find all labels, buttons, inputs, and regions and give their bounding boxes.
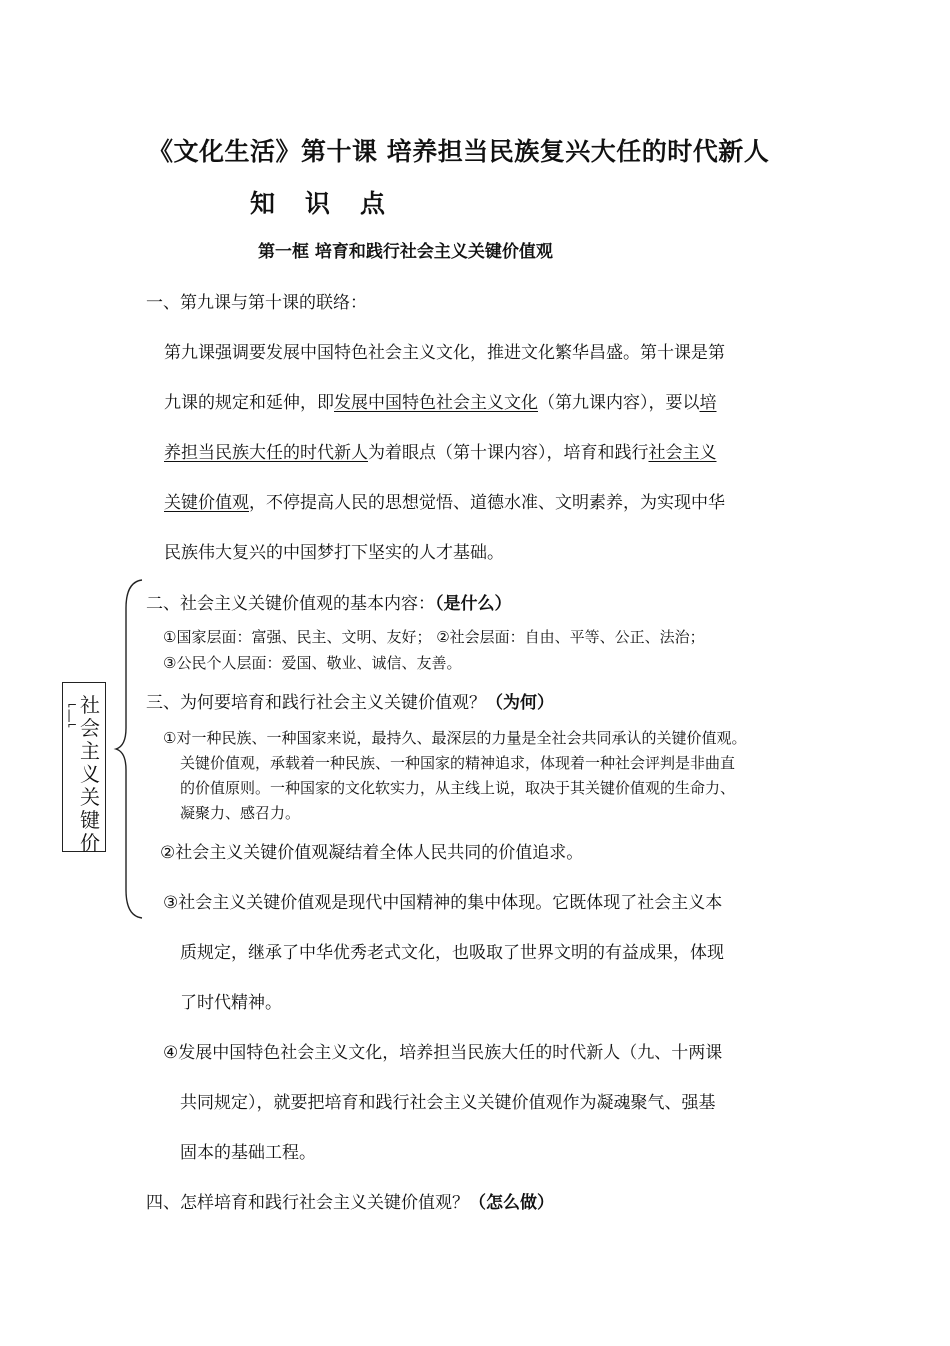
document-subtitle	[250, 184, 415, 220]
heading-text: 二、社会主义关键价值观的基本内容：	[146, 594, 435, 614]
document-title: 《文化生活》第十课 培养担当民族复兴大任的时代新人	[148, 137, 770, 166]
section1-line	[164, 488, 725, 513]
item1-line: 的价值原则。一种国家的文化软实力，从主线上说，取决于其关键价值观的生命力、	[180, 779, 736, 797]
line-text: （第九课内容），要以	[538, 393, 700, 413]
section2-line: ①国家层面：富强、民主、文明、友好； ②社会层面：自由、平等、公正、法治；	[163, 628, 705, 646]
item1-line: ①对一种民族、一种国家来说，最持久、最深层的力量是全社会共同承认的关键价值观。	[163, 729, 747, 747]
section2-heading	[146, 589, 512, 614]
heading-tag: （怎么做）	[469, 1193, 554, 1213]
item1-line: 凝聚力、感召力。	[180, 804, 301, 822]
section1-heading: 一、第九课与第十课的联络：	[146, 293, 367, 313]
item3-line: ③社会主义关键价值观是现代中国精神的集中体现。它既体现了社会主义本	[163, 893, 723, 913]
section2-line: ③公民个人层面：爱国、敬业、诚信、友善。	[163, 654, 462, 672]
section1-line	[164, 388, 717, 413]
underlined-text: 发展中国特色社会主义文化	[334, 393, 538, 413]
heading-tag: （为何）	[486, 693, 554, 713]
heading-tag: （是什么）	[435, 594, 512, 614]
line-text: ，不停提高人民的思想觉悟、道德水准、文明素养，为实现中华	[249, 493, 725, 513]
line-text: 为着眼点（第十课内容），培育和践行	[368, 443, 649, 463]
left-brace	[112, 578, 146, 920]
side-label: 社会主义关键价	[80, 693, 100, 855]
subtitle-char: 知	[250, 189, 276, 218]
item4-line: 共同规定），就要把培育和践行社会主义关键价值观作为凝魂聚气、强基	[180, 1093, 716, 1113]
section4-heading	[146, 1188, 554, 1213]
underlined-text: 关键价值观	[164, 493, 249, 513]
item4-line: 固本的基础工程。	[180, 1143, 316, 1163]
item4-line: ④发展中国特色社会主义文化，培养担当民族大任的时代新人（九、十两课	[163, 1043, 723, 1063]
heading-text: 三、为何要培育和践行社会主义关键价值观？	[146, 693, 486, 713]
item3-line: 了时代精神。	[180, 993, 282, 1013]
section3-heading	[146, 688, 554, 713]
heading-text: 四、怎样培育和践行社会主义关键价值观？	[146, 1193, 469, 1213]
underlined-text: 养担当民族大任的时代新人	[164, 443, 368, 463]
section1-line: 民族伟大复兴的中国梦打下坚实的人才基础。	[164, 543, 504, 563]
subtitle-char: 识	[305, 189, 331, 218]
frame-title: 第一框 培育和践行社会主义关键价值观	[258, 242, 553, 262]
item1-line: 关键价值观，承载着一种民族、一种国家的精神追求，体现着一种社会评判是非曲直	[180, 754, 736, 772]
item3-line: 质规定，继承了中华优秀老式文化，也吸取了世界文明的有益成果，体现	[180, 943, 724, 963]
section1-line	[164, 438, 717, 463]
section1-line	[164, 338, 725, 363]
line-text: 第九课强调要发展中国特色社会主义文化，推进文化繁华昌盛。第十课是第	[164, 343, 725, 363]
subtitle-char: 点	[360, 189, 386, 218]
underlined-text: 社会主义	[648, 443, 717, 463]
bracket-mark: ⌐ | ⌐	[67, 698, 78, 732]
line-text: 九课的规定和延伸，即	[164, 393, 334, 413]
item2-line: ②社会主义关键价值观凝结着全体人民共同的价值追求。	[160, 843, 584, 863]
underlined-text: 培	[699, 393, 717, 413]
